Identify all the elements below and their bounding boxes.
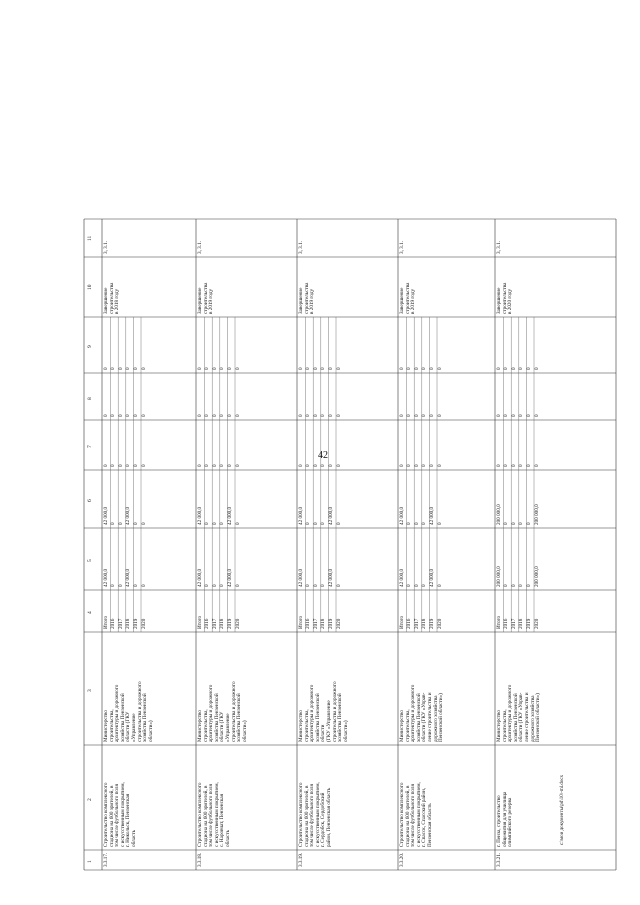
amount-c7-cell: 0 [428, 464, 435, 467]
amount-total-cell: 42 000,0 [297, 568, 304, 587]
column-header-6: 6 [87, 499, 93, 502]
amount-c8-cell: 0 [421, 414, 428, 417]
amount-c9-cell: 0 [413, 367, 420, 370]
amount-regional-cell: 0 [320, 522, 327, 525]
amount-c9-cell: 0 [219, 367, 226, 370]
column-header-7: 7 [87, 445, 93, 448]
row-number: 3.3.18. [197, 852, 203, 867]
amount-c7-cell: 0 [132, 464, 139, 467]
year-cell: 2016 [305, 618, 312, 629]
amount-c7-cell: 0 [510, 464, 517, 467]
amount-c9-cell: 0 [518, 367, 525, 370]
completion-note: Завершение строительства в 2019 году [399, 282, 417, 314]
amount-c7-cell: 0 [226, 464, 233, 467]
year-cell: 2020 [234, 618, 241, 629]
executor: Министерство строительства, архитектуры и дорожного хозяйства Пензенской области (ГКУ «Управление строительства и дорожного хозяйства Пензенской области») [103, 681, 154, 742]
amount-c8-cell: 0 [204, 414, 211, 417]
row-number: 3.3.17. [103, 852, 109, 867]
amount-regional-cell: 0 [312, 522, 319, 525]
amount-c7-cell: 0 [125, 464, 132, 467]
amount-c8-cell: 0 [335, 414, 342, 417]
amount-total-cell: 0 [211, 584, 218, 587]
year-cell: 2017 [510, 618, 517, 629]
amount-c9-cell: 0 [234, 367, 241, 370]
target-ref: 3, 3.1. [103, 241, 109, 254]
amount-total-cell: 0 [503, 584, 510, 587]
amount-regional-cell: 0 [503, 522, 510, 525]
amount-c8-cell: 0 [503, 414, 510, 417]
object-name: Строительство комплексного стадиона на 600 зрителей, в том числе футбольного поля с искусственным покрытием, г. Спасск, Спасский район, Пензенская область [399, 782, 433, 847]
amount-c9-cell: 0 [196, 367, 203, 370]
year-cell: 2016 [110, 618, 117, 629]
year-cell: 2019 [327, 618, 334, 629]
amount-total-cell: 0 [110, 584, 117, 587]
amount-regional-cell: 0 [518, 522, 525, 525]
year-cell: 2019 [226, 618, 233, 629]
row-number: 3.3.21. [496, 852, 502, 867]
completion-note: Завершение строительства в 2018 году [103, 282, 121, 314]
amount-c9-cell: 0 [204, 367, 211, 370]
amount-regional-cell: 0 [140, 522, 147, 525]
amount-c8-cell: 0 [312, 414, 319, 417]
amount-c9-cell: 0 [495, 367, 502, 370]
amount-regional-cell: 42 000,0 [428, 506, 435, 525]
column-header-11: 11 [87, 235, 93, 241]
amount-total-cell: 0 [219, 584, 226, 587]
amount-c9-cell: 0 [117, 367, 124, 370]
amount-total-cell: 0 [510, 584, 517, 587]
amount-c7-cell: 0 [196, 464, 203, 467]
amount-c8-cell: 0 [305, 414, 312, 417]
amount-total-cell: 0 [525, 584, 532, 587]
amount-total-cell: 42 000,0 [428, 568, 435, 587]
year-cell: 2020 [140, 618, 147, 629]
amount-total-cell: 0 [320, 584, 327, 587]
amount-c9-cell: 0 [125, 367, 132, 370]
footer-file-path: c:\мои документы\pd\10\-ml.docx [560, 774, 565, 845]
amount-c7-cell: 0 [110, 464, 117, 467]
amount-c7-cell: 0 [117, 464, 124, 467]
year-cell: 2017 [312, 618, 319, 629]
amount-c7-cell: 0 [406, 464, 413, 467]
amount-regional-cell: 0 [132, 522, 139, 525]
amount-total-cell: 0 [518, 584, 525, 587]
amount-c9-cell: 0 [421, 367, 428, 370]
amount-total-cell: 42 000,0 [327, 568, 334, 587]
amount-regional-cell: 42 000,0 [102, 506, 109, 525]
amount-c8-cell: 0 [297, 414, 304, 417]
amount-c9-cell: 0 [226, 367, 233, 370]
amount-total-cell: 0 [204, 584, 211, 587]
amount-regional-cell: 0 [234, 522, 241, 525]
amount-c9-cell: 0 [503, 367, 510, 370]
amount-total-cell: 42 000,0 [125, 568, 132, 587]
amount-c7-cell: 0 [335, 464, 342, 467]
target-ref: 3, 3.1. [496, 241, 502, 254]
amount-regional-cell: 42 000,0 [327, 506, 334, 525]
column-header-9: 9 [87, 345, 93, 348]
amount-regional-cell: 42 000,0 [398, 506, 405, 525]
amount-c8-cell: 0 [428, 414, 435, 417]
amount-c8-cell: 0 [102, 414, 109, 417]
year-cell: 2018 [518, 618, 525, 629]
amount-total-cell: 0 [312, 584, 319, 587]
amount-regional-cell: 0 [117, 522, 124, 525]
amount-total-cell: 0 [413, 584, 420, 587]
completion-note: Завершение строительства в 2019 году [298, 282, 316, 314]
year-cell: Итого [196, 615, 203, 629]
amount-c7-cell: 0 [140, 464, 147, 467]
page-number: 42 [318, 450, 328, 461]
amount-c8-cell: 0 [125, 414, 132, 417]
amount-regional-cell: 42 000,0 [196, 506, 203, 525]
amount-c7-cell: 0 [533, 464, 540, 467]
amount-total-cell: 0 [132, 584, 139, 587]
amount-total-cell: 42 000,0 [398, 568, 405, 587]
amount-c8-cell: 0 [234, 414, 241, 417]
column-header-3: 3 [87, 688, 93, 692]
amount-regional-cell: 0 [436, 522, 443, 525]
amount-c7-cell: 0 [413, 464, 420, 467]
amount-c8-cell: 0 [219, 414, 226, 417]
amount-c8-cell: 0 [327, 414, 334, 417]
target-ref: 3, 3.1. [197, 241, 203, 254]
amount-total-cell: 42 000,0 [196, 568, 203, 587]
amount-regional-cell: 0 [413, 522, 420, 525]
amount-c9-cell: 0 [132, 367, 139, 370]
amount-c8-cell: 0 [510, 414, 517, 417]
amount-c7-cell: 0 [234, 464, 241, 467]
amount-regional-cell: 42 000,0 [297, 506, 304, 525]
year-cell: Итого [398, 615, 405, 629]
year-cell: 2018 [421, 618, 428, 629]
amount-c8-cell: 0 [132, 414, 139, 417]
amount-c9-cell: 0 [327, 367, 334, 370]
amount-c9-cell: 0 [110, 367, 117, 370]
amount-c7-cell: 0 [297, 464, 304, 467]
amount-regional-cell: 0 [525, 522, 532, 525]
amount-regional-cell: 0 [305, 522, 312, 525]
column-header-2: 2 [87, 797, 93, 801]
amount-c7-cell: 0 [327, 464, 334, 467]
amount-total-cell: 200 000,0 [495, 566, 502, 587]
executor: Министерство строительства, архитектуры и дорожного хозяйства Пензенской области (ГКУ «Управление строительства и дорожного хозяйства Пензенской области») [298, 681, 349, 742]
amount-c8-cell: 0 [117, 414, 124, 417]
year-cell: 2018 [125, 618, 132, 629]
amount-regional-cell: 0 [510, 522, 517, 525]
amount-c7-cell: 0 [102, 464, 109, 467]
year-cell: 2020 [436, 618, 443, 629]
amount-regional-cell: 0 [335, 522, 342, 525]
executor: Министерство строительства, архитектуры и дорожного хозяйства Пензенской области (ГКУ «Управ- ление строительства и дорожного хозяйства Пензенской области») [399, 684, 445, 742]
amount-c7-cell: 0 [398, 464, 405, 467]
amount-c9-cell: 0 [525, 367, 532, 370]
amount-c9-cell: 0 [140, 367, 147, 370]
amount-total-cell: 0 [305, 584, 312, 587]
amount-c8-cell: 0 [518, 414, 525, 417]
object-name: г. Пенза, строительство общежития для училища олимпийского резерва [496, 791, 514, 847]
year-cell: 2019 [525, 618, 532, 629]
amount-c9-cell: 0 [406, 367, 413, 370]
column-header-10: 10 [87, 284, 93, 290]
amount-c8-cell: 0 [140, 414, 147, 417]
amount-total-cell: 42 000,0 [226, 568, 233, 587]
amount-c7-cell: 0 [219, 464, 226, 467]
year-cell: 2018 [219, 618, 226, 629]
year-cell: Итого [297, 615, 304, 629]
amount-c8-cell: 0 [406, 414, 413, 417]
year-cell: Итого [102, 615, 109, 629]
amount-regional-cell: 0 [204, 522, 211, 525]
year-cell: Итого [495, 615, 502, 629]
amount-c7-cell: 0 [436, 464, 443, 467]
target-ref: 3, 3.1. [399, 241, 405, 254]
amount-c8-cell: 0 [533, 414, 540, 417]
amount-total-cell: 200 000,0 [533, 566, 540, 587]
amount-c8-cell: 0 [413, 414, 420, 417]
amount-c8-cell: 0 [398, 414, 405, 417]
amount-regional-cell: 0 [211, 522, 218, 525]
amount-c8-cell: 0 [495, 414, 502, 417]
year-cell: 2017 [413, 618, 420, 629]
amount-regional-cell: 0 [421, 522, 428, 525]
amount-c7-cell: 0 [525, 464, 532, 467]
amount-c8-cell: 0 [320, 414, 327, 417]
amount-c8-cell: 0 [110, 414, 117, 417]
amount-total-cell: 0 [117, 584, 124, 587]
year-cell: 2019 [132, 618, 139, 629]
row-number: 3.3.20. [399, 852, 405, 867]
amount-c8-cell: 0 [525, 414, 532, 417]
year-cell: 2019 [428, 618, 435, 629]
amount-c8-cell: 0 [196, 414, 203, 417]
amount-c9-cell: 0 [428, 367, 435, 370]
amount-regional-cell: 0 [406, 522, 413, 525]
amount-c9-cell: 0 [533, 367, 540, 370]
year-cell: 2016 [204, 618, 211, 629]
amount-c7-cell: 0 [421, 464, 428, 467]
amount-c9-cell: 0 [102, 367, 109, 370]
amount-c7-cell: 0 [320, 464, 327, 467]
amount-c7-cell: 0 [495, 464, 502, 467]
amount-total-cell: 0 [335, 584, 342, 587]
year-cell: 2017 [117, 618, 124, 629]
amount-c9-cell: 0 [335, 367, 342, 370]
amount-c7-cell: 0 [503, 464, 510, 467]
amount-regional-cell: 42 000,0 [125, 506, 132, 525]
amount-total-cell: 0 [140, 584, 147, 587]
amount-c9-cell: 0 [510, 367, 517, 370]
amount-total-cell: 0 [436, 584, 443, 587]
amount-total-cell: 0 [421, 584, 428, 587]
amount-regional-cell: 0 [110, 522, 117, 525]
amount-c7-cell: 0 [305, 464, 312, 467]
amount-c7-cell: 0 [204, 464, 211, 467]
object-name: Строительство комплексного стадиона на 600 зрителей, в том числе футбольного поля с искусственным покрытием, с. Наровчат, Пензенская область [197, 782, 231, 847]
amount-regional-cell: 42 000,0 [226, 506, 233, 525]
amount-c7-cell: 0 [312, 464, 319, 467]
amount-total-cell: 42 000,0 [102, 568, 109, 587]
amount-total-cell: 0 [234, 584, 241, 587]
object-name: Строительство комплексного стадиона на 600 зрителей, в том числе футбольного поля с искусственным покрытием, г. Никольск, Пензенская область [103, 782, 137, 847]
amount-c8-cell: 0 [226, 414, 233, 417]
year-cell: 2016 [406, 618, 413, 629]
object-name: Строительство комплексного стадиона на 600 зрителей, в том числе футбольного поля с искусственным покрытием, г. Сердобск, Сердобский район, Пензенская область [298, 782, 332, 847]
year-cell: 2016 [503, 618, 510, 629]
year-cell: 2017 [211, 618, 218, 629]
amount-c9-cell: 0 [436, 367, 443, 370]
amount-c8-cell: 0 [436, 414, 443, 417]
amount-regional-cell: 200 000,0 [533, 504, 540, 525]
column-header-4: 4 [87, 611, 93, 614]
amount-total-cell: 0 [406, 584, 413, 587]
year-cell: 2020 [533, 618, 540, 629]
executor: Министерство строительства, архитектуры и дорожного хозяйства Пензенской области (ГКУ «Управ- ление строительства и дорожного хозяйства Пензенской области») [496, 684, 542, 742]
column-header-8: 8 [87, 396, 93, 400]
completion-note: Завершение строительства в 2020 году [496, 282, 514, 314]
completion-note: Завершение строительства в 2019 году [197, 282, 215, 314]
amount-c8-cell: 0 [211, 414, 218, 417]
amount-c9-cell: 0 [211, 367, 218, 370]
year-cell: 2018 [320, 618, 327, 629]
column-header-1: 1 [87, 860, 93, 863]
target-ref: 3, 3.1. [298, 241, 304, 254]
amount-c9-cell: 0 [305, 367, 312, 370]
year-cell: 2020 [335, 618, 342, 629]
amount-c9-cell: 0 [297, 367, 304, 370]
amount-c9-cell: 0 [398, 367, 405, 370]
amount-c7-cell: 0 [518, 464, 525, 467]
executor: Министерство строительства, архитектуры и дорожного хозяйства Пензенской области (ГКУ «Управление строительства и дорожного хозяйства Пензенской области») [197, 681, 248, 742]
amount-c7-cell: 0 [211, 464, 218, 467]
column-header-5: 5 [87, 559, 93, 562]
amount-c9-cell: 0 [312, 367, 319, 370]
amount-c9-cell: 0 [320, 367, 327, 370]
amount-regional-cell: 200 000,0 [495, 504, 502, 525]
row-number: 3.3.19. [298, 852, 304, 867]
amount-regional-cell: 0 [219, 522, 226, 525]
